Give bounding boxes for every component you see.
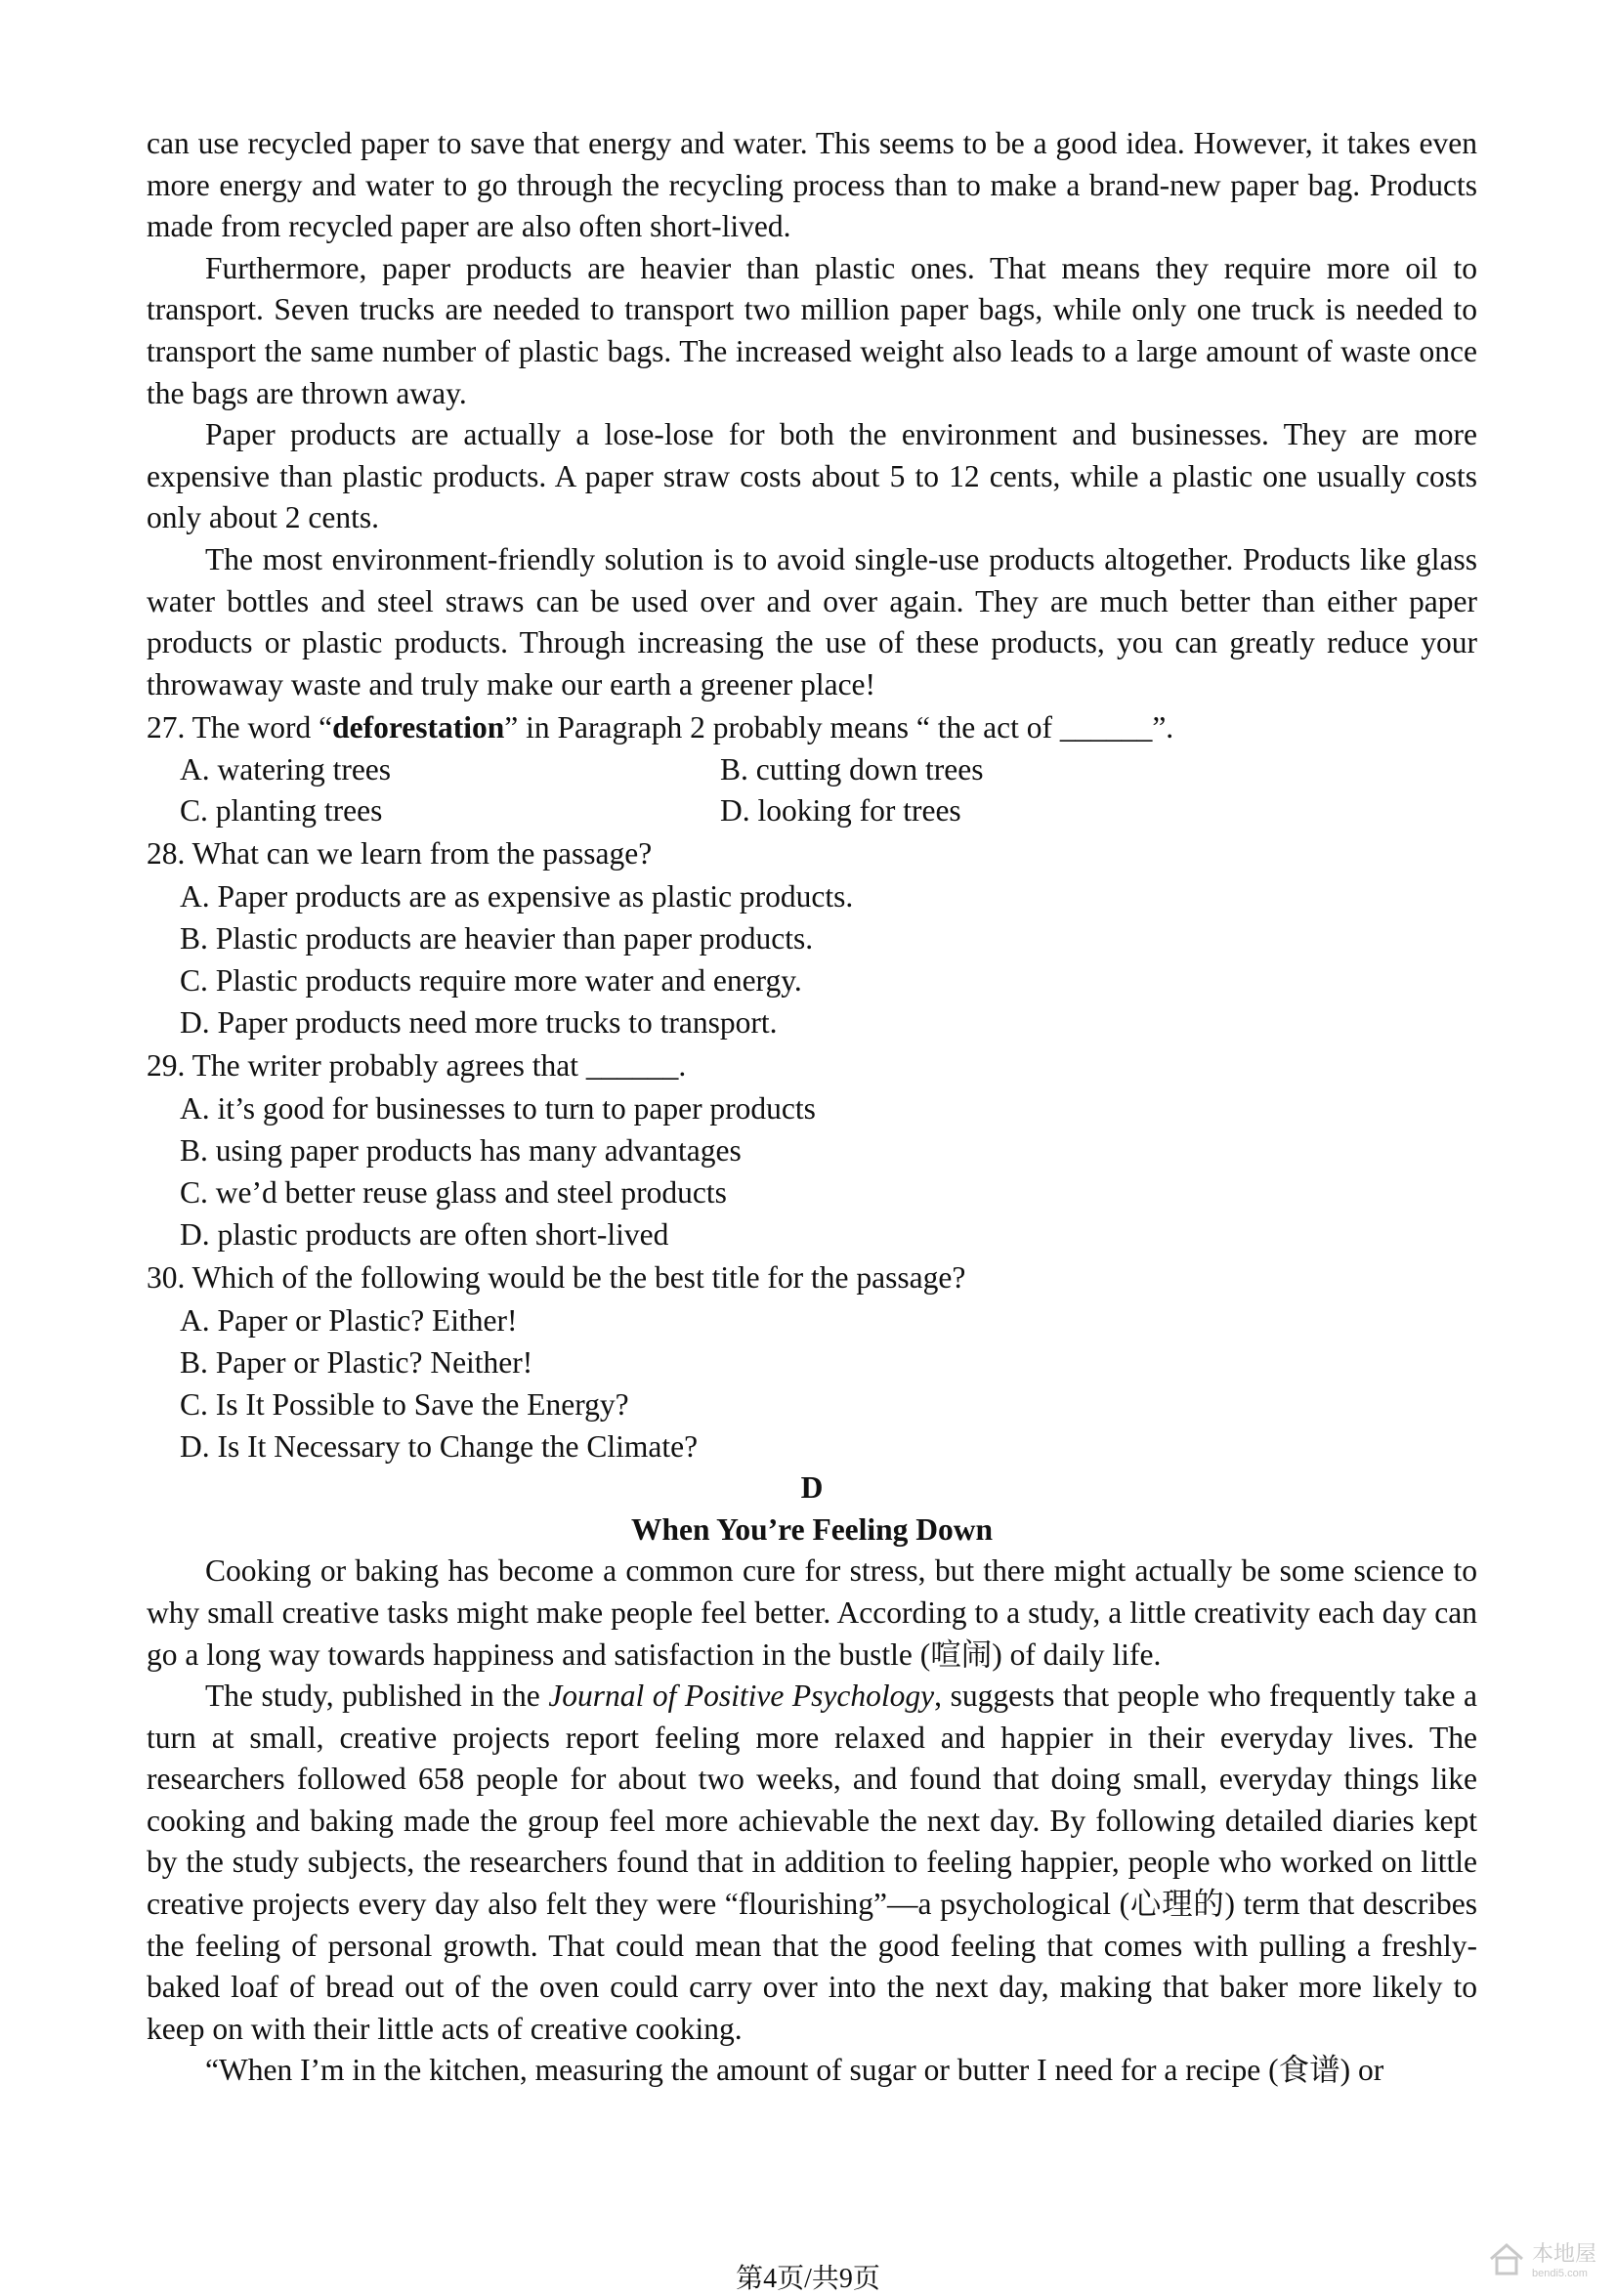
question-stem: 28. What can we learn from the passage? xyxy=(147,836,653,872)
option-row xyxy=(147,749,1477,790)
option-a: A. Paper or Plastic? Either! xyxy=(180,1303,518,1339)
option-c: C. Is It Possible to Save the Energy? xyxy=(180,1387,629,1423)
paragraph: Cooking or baking has become a common cure for stress, but there might actually be some science to why small creative tasks might make people feel better. According to a study, a little creativity each day can go a long way towards happiness and satisfaction in the bustle (喧闹) of daily life. xyxy=(147,1553,1477,1672)
option-d: D. looking for trees xyxy=(720,793,961,829)
paragraph: The study, published in the Journal of Positive Psychology, suggests that people who frequently take a turn at small, creative projects report feeling more relaxed and happier in their everyday lives. The researchers followed 658 people for about two weeks, and found that doing small, everyday things like cooking and baking made the group feel more achievable the next day. By following detailed diaries kept by the study subjects, the researchers found that in addition to feeling happier, people who worked on little creative projects every day also felt they were “flourishing”—a psychological (心理的) term that describes the feeling of personal growth. That could mean that the good feeling that comes with pulling a freshly-baked loaf of bread out of the oven could carry over into the next day, making that baker more likely to keep on with their little acts of creative cooking. xyxy=(147,1679,1477,2046)
paragraph: can use recycled paper to save that energy and water. This seems to be a good idea. However, it takes even more energy and water to go through the recycling process than to make a brand-new paper bag. Products made from recycled paper are also often short-lived. xyxy=(147,126,1477,244)
question-30 xyxy=(147,1255,1477,1467)
house-icon xyxy=(1487,2241,1526,2276)
paragraph: “When I’m in the kitchen, measuring the amount of sugar or butter I need for a recipe (食谱) or xyxy=(205,2053,1384,2088)
watermark-name: 本地屋 xyxy=(1531,2241,1596,2266)
option-b: B. Plastic products are heavier than paper products. xyxy=(180,921,814,957)
option-c: C. we’d better reuse glass and steel products xyxy=(180,1175,727,1211)
passage-title: When You’re Feeling Down xyxy=(630,1512,994,1548)
option-a: A. Paper products are as expensive as plastic products. xyxy=(180,879,854,914)
option-d: D. Is It Necessary to Change the Climate? xyxy=(180,1429,699,1465)
paragraph: The most environment-friendly solution is to avoid single-use products altogether. Products like glass water bottles and steel straws can be used over and over again. They are much better than either paper products or plastic products. Through increasing the use of these products, you can greatly reduce your throwaway waste and truly make our earth a greener place! xyxy=(147,541,1477,702)
question-stem: 29. The writer probably agrees that ______. xyxy=(147,1048,687,1084)
journal-name: Journal of Positive Psychology xyxy=(548,1679,935,1714)
option-d: D. plastic products are often short-lived xyxy=(180,1217,669,1253)
question-28 xyxy=(147,831,1477,1043)
option-d: D. Paper products need more trucks to transport. xyxy=(180,1005,778,1041)
keyword: deforestation xyxy=(332,710,505,745)
option-c: C. planting trees xyxy=(180,793,383,829)
page-number: 第4页/共9页 xyxy=(736,2264,880,2294)
question-29 xyxy=(147,1043,1477,1255)
option-b: B. cutting down trees xyxy=(720,752,984,787)
paragraph: Paper products are actually a lose-lose for both the environment and businesses. They are more expensive than plastic products. A paper straw costs about 5 to 12 cents, while a plastic one usually costs only about 2 cents. xyxy=(147,417,1477,535)
question-stem: 30. Which of the following would be the best title for the passage? xyxy=(147,1260,966,1296)
document-body xyxy=(147,123,1477,2092)
section-letter: D xyxy=(800,1470,824,1506)
paragraph: Furthermore, paper products are heavier than plastic ones. That means they require more oil to transport. Seven trucks are needed to transport two million paper bags, while only one truck is needed to transport the same number of plastic bags. The increased weight also leads to a large amount of waste once the bags are thrown away. xyxy=(147,250,1477,410)
option-a: A. it’s good for businesses to turn to paper products xyxy=(180,1091,816,1127)
watermark xyxy=(1487,2237,1596,2279)
option-b: B. Paper or Plastic? Neither! xyxy=(180,1345,533,1381)
option-c: C. Plastic products require more water and energy. xyxy=(180,963,802,999)
option-b: B. using paper products has many advantages xyxy=(180,1133,742,1169)
watermark-url: bendi5.com xyxy=(1531,2268,1588,2279)
option-a: A. watering trees xyxy=(180,752,392,787)
question-27 xyxy=(147,705,1477,831)
question-stem: 27. The word “deforestation” in Paragraph 2 probably means “ the act of ______”. xyxy=(147,710,1174,745)
option-row xyxy=(147,790,1477,831)
